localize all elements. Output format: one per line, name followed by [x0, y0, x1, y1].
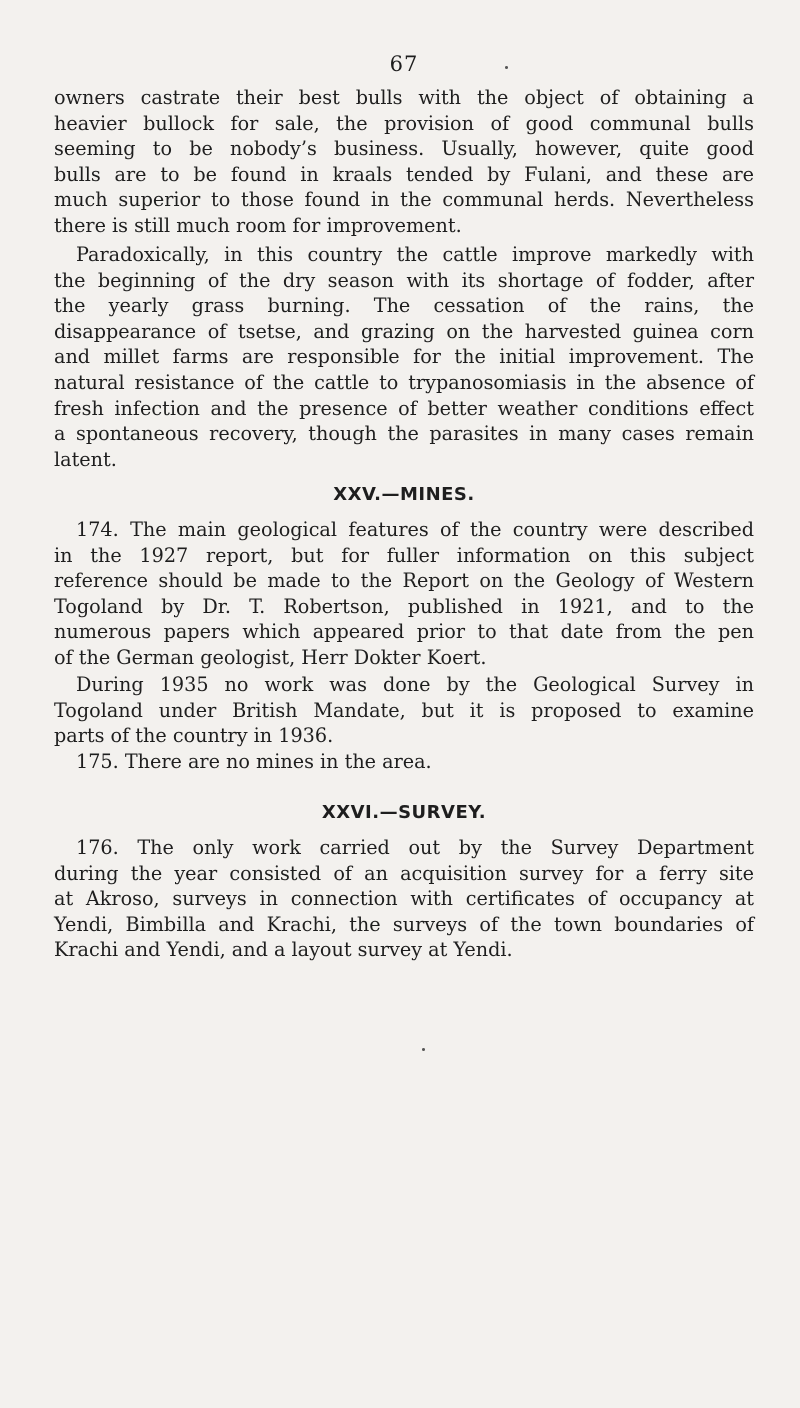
text-line: Togoland by Dr. T. Robertson, published in 1921, and to the: [54, 594, 754, 618]
text-line: parts of the country in 1936.: [54, 724, 334, 748]
text-line: natural resistance of the cattle to trypanosomiasis in the absence of: [54, 370, 754, 394]
text-line: 175. There are no mines in the area.: [76, 750, 432, 773]
text-line: the yearly grass burning. The cessation of the rains, the: [54, 294, 754, 318]
paragraph-paradoxically: [54, 242, 754, 472]
scan-speck: [505, 66, 508, 69]
paragraph-174: [54, 517, 754, 671]
text-line: Paradoxically, in this country the cattle improve markedly with: [76, 243, 754, 266]
text-line: the beginning of the dry season with its shortage of fodder, after: [54, 268, 754, 292]
text-line: at Akroso, surveys in connection with certificates of occupancy at: [54, 887, 754, 911]
text-line: latent.: [54, 447, 117, 471]
text-line: Togoland under British Mandate, but it is proposed to examine: [54, 698, 754, 722]
text-line: fresh infection and the presence of better weather conditions effect: [54, 396, 754, 420]
paragraph-175: [54, 749, 754, 775]
text-line: of the German geologist, Herr Dokter Koert.: [54, 645, 487, 669]
text-line: heavier bullock for sale, the provision of good communal bulls: [54, 111, 754, 135]
text-line: a spontaneous recovery, though the parasites in many cases remain: [54, 422, 754, 446]
section-heading-survey: XXVI.—SURVEY.: [321, 802, 487, 823]
text-line: owners castrate their best bulls with the object of obtaining a: [54, 86, 754, 109]
paragraph-during-1935: [54, 672, 754, 749]
text-line: disappearance of tsetse, and grazing on the harvested guinea corn: [54, 319, 754, 343]
scan-speck: [422, 1048, 425, 1051]
page-number: 67: [389, 52, 419, 76]
text-line: 174. The main geological features of the country were described: [76, 518, 754, 541]
text-line: 176. The only work carried out by the Survey Department: [76, 836, 754, 859]
text-line: bulls are to be found in kraals tended by Fulani, and these are: [54, 162, 754, 186]
text-line: Yendi, Bimbilla and Krachi, the surveys of the town boundaries of: [54, 912, 754, 936]
section-heading-mines: XXV.—MINES.: [333, 484, 475, 505]
document-page: [54, 0, 754, 1408]
text-line: during the year consisted of an acquisition survey for a ferry site: [54, 861, 754, 885]
text-line: there is still much room for improvement.: [54, 213, 462, 237]
text-line: in the 1927 report, but for fuller information on this subject: [54, 543, 754, 567]
paragraph-bulls: [54, 85, 754, 239]
text-line: Krachi and Yendi, and a layout survey at Yendi.: [54, 938, 513, 962]
paragraph-176: [54, 835, 754, 963]
text-line: seeming to be nobody’s business. Usually, however, quite good: [54, 137, 754, 161]
text-line: reference should be made to the Report on the Geology of Western: [54, 569, 754, 593]
text-line: and millet farms are responsible for the initial improvement. The: [54, 345, 754, 369]
text-line: numerous papers which appeared prior to that date from the pen: [54, 620, 754, 644]
text-line: During 1935 no work was done by the Geological Survey in: [76, 673, 754, 696]
text-line: much superior to those found in the communal herds. Nevertheless: [54, 188, 754, 212]
